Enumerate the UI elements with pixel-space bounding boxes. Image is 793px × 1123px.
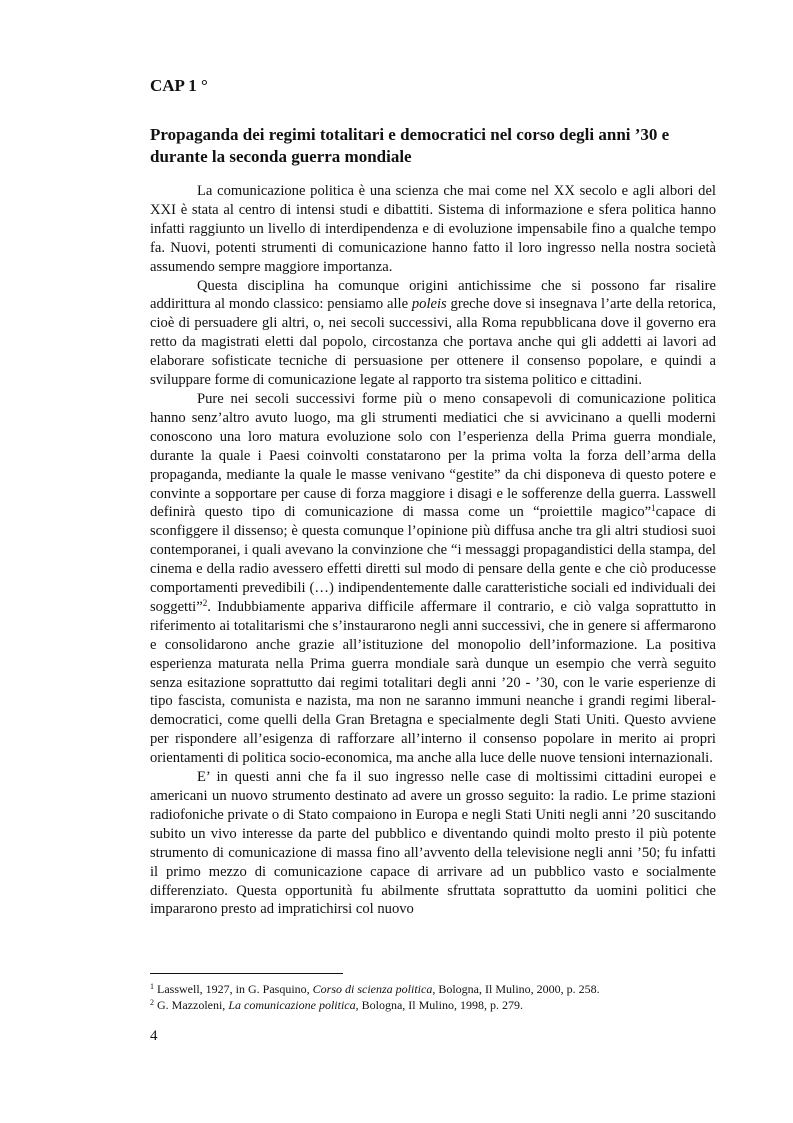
chapter-heading: CAP 1 ° [150, 76, 208, 95]
paragraph-4-text: E’ in questi anni che fa il suo ingresso nelle case di moltissimi cittadini europei e americani un nuovo strumento destinato ad avere un grosso seguito: la radio. Le prime stazioni radiofoniche private o di Stato compaiono in Europa e negli Stati Uniti negli anni ’20 suscitando subito un vivo interesse da parte del pubblico e diventando quindi molto presto il più potente strumento di comunicazione di massa fino all’avvento della televisione negli anni ’50; fu infatti il primo mezzo di comunicazione capace di arrivare ad un pubblico vasto e socialmente differenziato. Questa opportunità fu abilmente sfruttata soprattutto da uomini politici che impararono presto ad impratichirsi col nuovo [150, 769, 716, 918]
section-title: Propaganda dei regimi totalitari e democratici nel corso degli anni ’30 e durante la seconda guerra mondiale [150, 125, 670, 166]
footnote-reference-2[interactable]: 2 [202, 597, 208, 608]
paragraph-4 [150, 768, 716, 919]
footnote-2-text-end: , Bologna, Il Mulino, 1998, p. 279. [355, 998, 523, 1012]
footnote-1-number: 1 [150, 982, 154, 991]
footnote-divider [150, 973, 343, 974]
footnote-1-book-title: Corso di scienza politica, [312, 982, 436, 996]
footnote-reference-1[interactable]: 1 [651, 503, 656, 514]
paragraph-3-text-start: Pure nei secoli successivi forme più o meno consapevoli di comunicazione politica hanno senz’altro avuto luogo, ma gli strumenti mediatici che si avvicinano a quelli moderni conoscono una loro matura evoluzione solo con l’esperienza della Prima guerra mondiale, durante la quale i Paesi coinvolti constatarono per la prima volta la forza dell’arma della propaganda, mediante la quale le masse venivano “gestite” da chi disponeva di questo potere e convinte a sopportare per cause di forza maggiore i disagi e le sofferenze della guerra. Lasswell definirà questo tipo di comunicazione di massa come un “proiettile magico” [150, 390, 716, 521]
footnote-2-book-title: La comunicazione politica [228, 998, 356, 1012]
body-text [150, 182, 716, 919]
paragraph-3-text-end: . Indubbiamente appariva difficile affermare il contrario, e ciò valga soprattutto in riferimento ai totalitarismi che s’instaurarono negli anni successivi, che in genere si affermarono e consolidarono anche grazie all’istituzione del monopolio dell’informazione. La positiva esperienza maturata nella Prima guerra mondiale sarà dunque un esempio che verrà seguito senza esitazione soprattutto dai regimi totalitari degli anni ’20 - ’30, con le varie esperienze di tipo fascista, comunista e nazista, ma non ne saranno immuni neanche i grandi regimi liberal-democratici, come quelli della Gran Bretagna e specialmente degli Stati Uniti. Questo avviene per rispondere all’esigenza di rafforzare all’interno il consenso popolare in merito ai propri orientamenti di politica socio-economica, ma anche alla luce delle nuove tensioni internazionali. [150, 598, 716, 767]
footnotes [150, 981, 716, 1013]
footnote-2-text-start: G. Mazzoleni, [154, 998, 229, 1012]
paragraph-1-text: La comunicazione politica è una scienza che mai come nel XX secolo e agli albori del XXI è stata al centro di intensi studi e dibattiti. Sistema di informazione e sfera politica hanno infatti raggiunto un livello di interdipendenza e di evoluzione impensabile fino a qualche tempo fa. Nuovi, potenti strumenti di comunicazione hanno fatto il loro ingresso nella nostra società assumendo sempre maggiore importanza. [150, 183, 716, 275]
italic-term-poleis: poleis [411, 296, 447, 313]
footnote-1-text-end: Bologna, Il Mulino, 2000, p. 258. [435, 982, 600, 996]
footnote-2 [150, 997, 716, 1013]
footnote-2-number: 2 [150, 998, 154, 1007]
paragraph-2-text-end: greche dove si insegnava l’arte della retorica, cioè di persuadere gli altri, o, nei secoli successivi, alla Roma repubblicana dove il governo era retto da magistrati eletti dal popolo, circostanza che portava anche qui gli addetti ai lavori ad elaborare sofisticate tecniche di persuasione per ottenere il consenso popolare, e quindi a sviluppare forme di comunicazione legate al rapporto tra sistema politico e cittadini. [150, 296, 716, 389]
page-number: 4 [150, 1028, 158, 1044]
paragraph-2-text-start: Questa disciplina ha comunque origini antichissime che si possono far risalire addirittura al mondo classico: pensiamo alle [150, 277, 716, 313]
paragraph-3 [150, 390, 716, 768]
footnote-1 [150, 981, 716, 997]
paragraph-1 [150, 182, 716, 277]
footnote-1-text-start: Lasswell, 1927, in G. Pasquino, [154, 982, 313, 996]
paragraph-2 [150, 277, 716, 390]
paragraph-3-text-middle: capace di sconfiggere il dissenso; è questa comunque l’opinione più diffusa anche tra gli altri studiosi suoi contemporanei, i quali avevano la convinzione che “i messaggi propagandistici della stampa, del cinema e della radio avessero effetti diretti sul modo di pensare della gente e che ciò producesse comportamenti prevedibili (…) indipendentemente dalle caratteristiche sociali ed individuali dei soggetti” [150, 504, 717, 615]
